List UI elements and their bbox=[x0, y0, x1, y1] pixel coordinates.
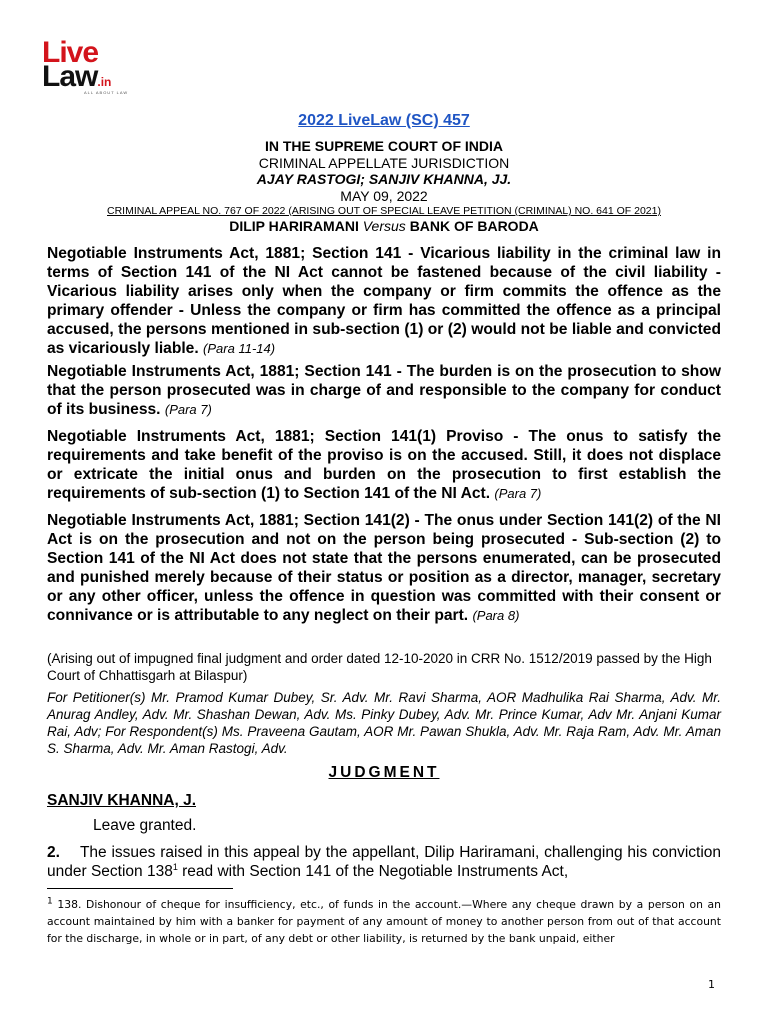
judge-name: SANJIV KHANNA, J. bbox=[47, 792, 196, 809]
paragraph-2 bbox=[47, 843, 721, 881]
logo-tagline: ALL ABOUT LAW bbox=[84, 90, 129, 95]
court-name: IN THE SUPREME COURT OF INDIA bbox=[264, 138, 503, 154]
footnote-mark: 1 bbox=[47, 896, 53, 907]
headnote-para: (Para 7) bbox=[164, 402, 212, 417]
citation-link[interactable]: 2022 LiveLaw (SC) 457 bbox=[298, 112, 470, 129]
headnote-text: Negotiable Instruments Act, 1881; Section 141 - Vicarious liability in the criminal law in terms of Section 141 of the NI Act cannot be fastened because of the civil liability - Vicarious liability arises only when the company or firm commits the offence as the primary offender - Unless the company or firm has committed the offence as a principal accused, the persons mentioned in sub-section (1) or (2) would not be liable and convicted as vicariously liable. bbox=[47, 245, 721, 357]
judgment-heading: JUDGMENT bbox=[328, 764, 440, 781]
headnote-text: Negotiable Instruments Act, 1881; Section 141 - The burden is on the prosecution to show that the person prosecuted was in charge of and responsible to the company for conduct of its business. bbox=[47, 363, 721, 418]
footnote-ref[interactable]: 1 bbox=[172, 861, 178, 872]
headnote bbox=[47, 244, 721, 358]
logo-line-live: Live bbox=[42, 36, 99, 69]
headnote bbox=[47, 511, 721, 625]
paragraph-text-b: read with Section 141 of the Negotiable Instruments Act, bbox=[177, 863, 569, 880]
headnote-text: Negotiable Instruments Act, 1881; Section 141(1) Proviso - The onus to satisfy the requirements and take benefit of the proviso is on the accused. Still, it does not displace or extricate the initial onus and burden on the prosecution to first establish the requirements of sub-section (1) to Section 141 of the NI Act. bbox=[47, 428, 721, 502]
headnote-para: (Para 8) bbox=[472, 608, 520, 623]
respondent: BANK OF BARODA bbox=[409, 218, 539, 234]
judgment-date: MAY 09, 2022 bbox=[340, 188, 428, 204]
bench: AJAY RASTOGI; SANJIV KHANNA, JJ. bbox=[256, 171, 512, 187]
leave-granted: Leave granted. bbox=[93, 817, 197, 834]
headnote bbox=[47, 362, 721, 419]
appellant: DILIP HARIRAMANI bbox=[229, 218, 359, 234]
headnote-para: (Para 7) bbox=[494, 486, 542, 501]
counsel-list: For Petitioner(s) Mr. Pramod Kumar Dubey, Sr. Adv. Mr. Ravi Sharma, AOR Madhulika Rai Sharma, Adv. Mr. Anurag Andley, Adv. Mr. Shashan Dewan, Adv. Ms. Pinky Dubey, Adv. Mr. Prince Kumar, Adv Mr. Anjani Kumar Rai, Adv; For Respondent(s) Ms. Praveena Gautam, AOR Mr. Pawan Shukla, Adv. Mr. Raja Ram, Adv. Mr. Aman S. Sharma, Adv. Mr. Aman Rastogi, Adv. bbox=[47, 690, 721, 756]
parties bbox=[0, 218, 768, 235]
versus: Versus bbox=[362, 218, 406, 234]
logo-suffix: .in bbox=[97, 75, 112, 89]
footnote-divider bbox=[47, 888, 233, 889]
headnote-text: Negotiable Instruments Act, 1881; Section 141(2) - The onus under Section 141(2) of the NI Act is on the prosecution and not on the person being prosecuted - Sub-section (2) to Section 141 of the NI Act does not state that the persons enumerated, can be prosecuted and punished merely because of their status or position as a director, manager, secretary or any other officer, unless the offence in question was committed with their consent or connivance or is attributable to any neglect on their part. bbox=[47, 512, 721, 624]
footnote bbox=[47, 896, 721, 947]
appeal-number: CRIMINAL APPEAL NO. 767 OF 2022 (ARISING OUT OF SPECIAL LEAVE PETITION (CRIMINAL) NO. 641 OF 2021) bbox=[107, 205, 661, 217]
paragraph-text-a: The issues raised in this appeal by the appellant, Dilip Hariramani, challenging his conviction under Section 138 bbox=[47, 844, 721, 880]
page-number: 1 bbox=[708, 978, 715, 991]
jurisdiction: CRIMINAL APPELLATE JURISDICTION bbox=[258, 155, 510, 171]
logo-law-text: Law bbox=[42, 60, 98, 93]
arising-note: (Arising out of impugned final judgment and order dated 12-10-2020 in CRR No. 1512/2019 passed by the High Court of Chhattisgarh at Bilaspur) bbox=[47, 651, 712, 683]
headnote-para: (Para 11-14) bbox=[203, 341, 276, 356]
paragraph-number: 2. bbox=[47, 844, 60, 861]
headnote bbox=[47, 427, 721, 503]
livelaw-logo bbox=[42, 36, 162, 95]
footnote-text: 138. Dishonour of cheque for insufficiency, etc., of funds in the account.—Where any cheque drawn by a person on an account maintained by him with a banker for payment of any amount of money to another person from out of that account for the discharge, in whole or in part, of any debt or other liability, is returned by the bank unpaid, either bbox=[47, 898, 721, 945]
